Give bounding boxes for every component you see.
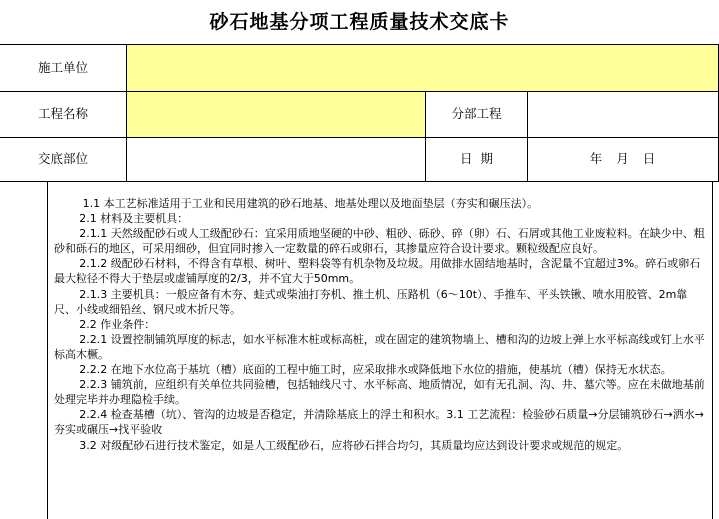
project-name-label-text: 工程名称 — [37, 106, 88, 122]
content-paragraph: 2.1 材料及主要机具： — [79, 212, 189, 226]
content-paragraph: 2.1.3 主要机具：一般应备有木夯、蛙式或柴油打夯机、推土机、压路机（6～10t）、手推车、平头铁锹、喷水用胶管、2m靠尺、小线或细铅丝、钢尺或木折尺等。 — [54, 287, 688, 316]
content-paragraph: 3.2 对级配砂石进行技术鉴定，如是人工级配砂石，应将砂石拌合均匀，其质量均应达到设计要求或规范的规定。 — [79, 438, 629, 452]
construction-unit-label — [0, 45, 126, 91]
sub-project-label — [426, 92, 527, 137]
handover-part-label — [0, 138, 126, 181]
sub-project-field[interactable] — [528, 92, 719, 137]
handover-content — [47, 181, 713, 519]
grid-line-col3 — [527, 91, 528, 182]
handover-part-label-text: 交底部位 — [37, 151, 88, 167]
project-name-label — [0, 92, 126, 137]
grid-line-row2 — [0, 137, 719, 138]
content-paragraph: 2.2.2 在地下水位高于基坑（槽）底面的工程中施工时，应采取排水或降低地下水位的措施，使基坑（槽）保持无水状态。 — [79, 363, 672, 377]
content-paragraph: 2.2.1 设置控制铺筑厚度的标志，如水平标准木桩或标高桩，或在固定的建筑物墙上、槽和沟的边坡上弹上水平标高线或钉上水平标高木橛。 — [54, 332, 705, 361]
date-label — [426, 138, 527, 181]
date-value: 年 月 日 — [589, 151, 658, 167]
grid-line-col2 — [425, 91, 426, 182]
content-paragraph: 2.1.1 天然级配砂石或人工级配砂石：宜采用质地坚硬的中砂、粗砂、砾砂、碎（卵）石、石屑或其他工业废粒料。在缺少中、粗砂和砾石的地区，可采用细砂，但宜同时掺入一定数量的碎石或卵石，其掺量应符合设计要求。颗粒级配应良好。 — [54, 227, 705, 256]
content-paragraph: 1.1 本工艺标准适用于工业和民用建筑的砂石地基、地基处理以及地面垫层（夯实和碾压法）。 — [82, 197, 539, 210]
content-paragraph: 2.2.4 检查基槽（坑）、管沟的边坡是否稳定，并清除基底上的浮土和积水。3.1 工艺流程：检验砂石质量→分层铺筑砂石→洒水→夯实或碾压→找平验收 — [54, 408, 704, 437]
construction-unit-field[interactable] — [127, 45, 719, 91]
content-paragraph: 2.1.2 级配砂石材料，不得含有草根、树叶、塑料袋等有机杂物及垃圾。用做排水固结地基时，含泥量不宜超过3%。碎石或卵石最大粒径不得大于垫层或虚铺厚度的2/3，并不宜大于50mm。 — [54, 257, 701, 286]
grid-line-top — [0, 44, 719, 45]
project-name-field[interactable] — [127, 92, 425, 137]
construction-unit-label-text: 施工单位 — [37, 59, 88, 75]
date-field[interactable] — [528, 138, 719, 181]
page-title: 砂石地基分项工程质量技术交底卡 — [209, 11, 510, 33]
grid-line-col1 — [126, 44, 127, 182]
content-paragraph: 2.2.3 铺筑前，应组织有关单位共同验槽，包括轴线尺寸、水平标高、地质情况，如有无孔洞、沟、井、墓穴等。应在未做地基前处理完毕并办理隐检手续。 — [54, 378, 705, 407]
content-paragraph: 2.2 作业条件： — [79, 317, 156, 331]
handover-part-field[interactable] — [127, 138, 425, 181]
sub-project-label-text: 分部工程 — [451, 106, 502, 122]
date-label-text: 日 期 — [460, 151, 493, 167]
grid-line-row1 — [0, 91, 719, 92]
